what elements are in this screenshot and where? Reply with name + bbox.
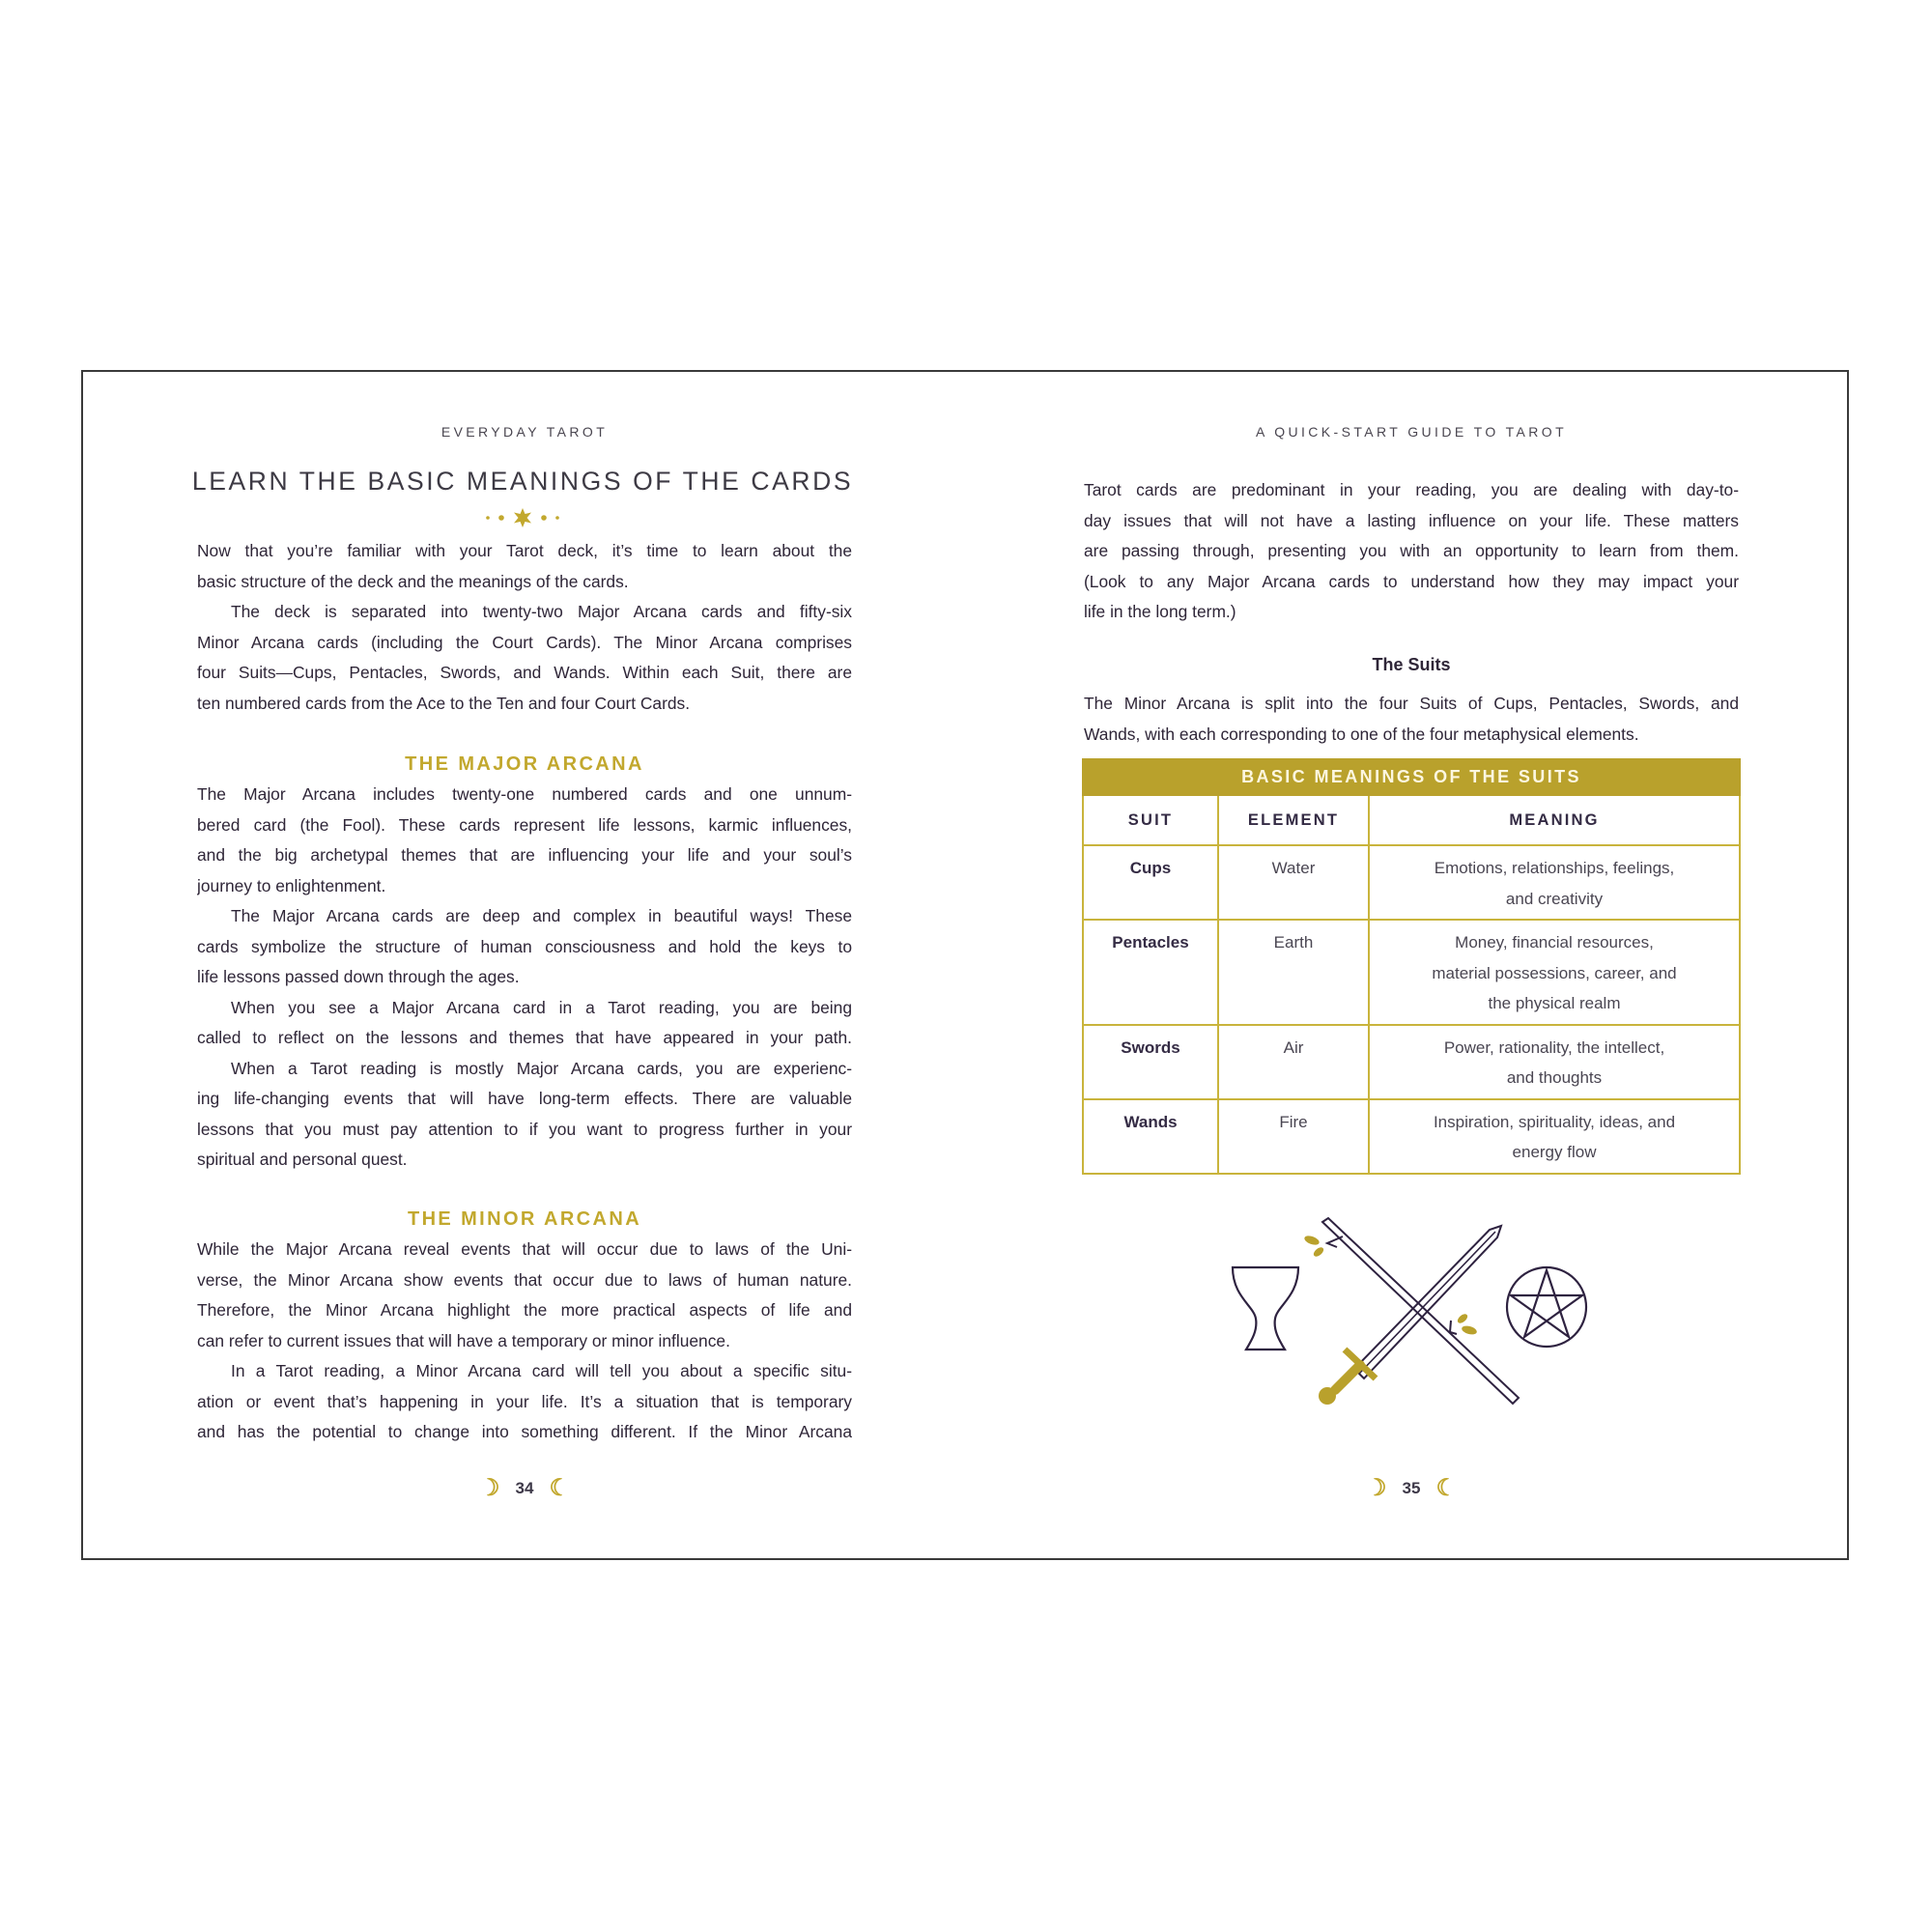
text-line: basic structure of the deck and the meanings of the cards. <box>197 571 629 591</box>
text-line: life lessons passed down through the ages. <box>197 967 520 986</box>
meaning-line: the physical realm <box>1488 994 1621 1012</box>
text-line: (Look to any Major Arcana cards to understand how they may impact your <box>1084 571 1739 591</box>
column-header-element: ELEMENT <box>1218 795 1369 845</box>
table-row <box>1083 1099 1740 1174</box>
major-arcana-paragraph <box>197 780 852 1176</box>
major-arcana-heading: THE MAJOR ARCANA <box>405 753 644 775</box>
page-number-text: 34 <box>515 1478 534 1497</box>
crescent-moon-icon: ☾ <box>1435 1475 1457 1501</box>
text-line: When you see a Major Arcana card in a Tarot reading, you are being <box>231 997 852 1017</box>
meaning-line: Money, financial resources, <box>1455 933 1654 952</box>
crescent-moon-icon: ☾ <box>549 1475 570 1501</box>
meaning-line: material possessions, career, and <box>1432 963 1677 982</box>
text-line: cards symbolize the structure of human consciousness and hold the keys to <box>197 936 852 956</box>
meaning-cell <box>1369 1099 1740 1174</box>
text-line: spiritual and personal quest. <box>197 1150 408 1169</box>
element-cell: Fire <box>1218 1099 1369 1174</box>
meaning-line: Emotions, relationships, feelings, <box>1434 859 1675 877</box>
star-ornament-icon <box>474 507 571 528</box>
suit-cell: Pentacles <box>1083 920 1218 1025</box>
meaning-cell <box>1369 920 1740 1025</box>
column-header-suit: SUIT <box>1083 795 1218 845</box>
table-row <box>1083 1025 1740 1099</box>
meaning-line: and creativity <box>1505 889 1604 908</box>
text-line: Minor Arcana cards (including the Court Cards). The Minor Arcana comprises <box>197 632 852 652</box>
text-line: can refer to current issues that will have a temporary or minor influence. <box>197 1330 730 1350</box>
table-title: BASIC MEANINGS OF THE SUITS <box>1083 759 1740 795</box>
text-line: Wands, with each corresponding to one of the four metaphysical elements. <box>1084 724 1639 744</box>
pentacle-icon <box>1507 1267 1586 1347</box>
intro-paragraph <box>197 536 852 719</box>
table-row <box>1083 920 1740 1025</box>
text-line: four Suits—Cups, Pentacles, Swords, and Wands. Within each Suit, there are <box>197 663 852 682</box>
book-spread <box>81 370 1849 1560</box>
suits-table <box>1082 758 1741 1175</box>
text-line: lessons that you must pay attention to if you want to progress further in your <box>197 1119 852 1139</box>
text-line: Now that you’re familiar with your Tarot deck, it’s time to learn about the <box>197 541 852 560</box>
minor-arcana-heading: THE MINOR ARCANA <box>407 1208 642 1230</box>
text-line: day issues that will not have a lasting influence on your life. These matters <box>1084 510 1739 530</box>
cup-icon <box>1233 1267 1298 1350</box>
meaning-cell <box>1369 845 1740 920</box>
text-line: Therefore, the Minor Arcana highlight the more practical aspects of life and <box>197 1300 852 1320</box>
right-running-head: A QUICK-START GUIDE TO TAROT <box>1255 424 1568 440</box>
page-number-text: 35 <box>1402 1478 1421 1497</box>
left-running-head: EVERYDAY TAROT <box>440 424 609 440</box>
text-line: called to reflect on the lessons and themes that have appeared in your path. <box>197 1028 852 1047</box>
text-line: ation or event that’s happening in your life. It’s a situation that is temporary <box>197 1391 852 1411</box>
text-line: The Minor Arcana is split into the four Suits of Cups, Pentacles, Swords, and <box>1084 694 1739 713</box>
text-line: The Major Arcana includes twenty-one numbered cards and one unnum- <box>197 784 852 804</box>
text-line: Tarot cards are predominant in your reading, you are dealing with day-to- <box>1084 480 1739 499</box>
left-page-number <box>428 1474 621 1502</box>
suit-cell: Swords <box>1083 1025 1218 1099</box>
sword-icon <box>1319 1226 1501 1405</box>
crescent-moon-icon: ☾ <box>1366 1475 1387 1501</box>
text-line: The Major Arcana cards are deep and complex in beautiful ways! These <box>231 906 852 925</box>
crescent-moon-icon: ☾ <box>479 1475 500 1501</box>
text-line: life in the long term.) <box>1084 602 1236 621</box>
text-line: While the Major Arcana reveal events that will occur due to laws of the Uni- <box>197 1239 852 1259</box>
text-line: ing life-changing events that will have long-term effects. There are valuable <box>197 1089 852 1108</box>
right-page-number <box>1315 1474 1508 1502</box>
suits-illustration <box>1219 1205 1625 1427</box>
text-line: journey to enlightenment. <box>197 875 386 895</box>
text-line: bered card (the Fool). These cards represent life lessons, karmic influences, <box>197 814 852 835</box>
suit-cell: Cups <box>1083 845 1218 920</box>
meaning-line: and thoughts <box>1506 1068 1603 1087</box>
table-row <box>1083 845 1740 920</box>
text-line: ten numbered cards from the Ace to the Ten and four Court Cards. <box>197 693 691 713</box>
text-line: verse, the Minor Arcana show events that occur due to laws of human nature. <box>197 1269 852 1290</box>
minor-arcana-paragraph <box>197 1235 852 1448</box>
element-cell: Earth <box>1218 920 1369 1025</box>
element-cell: Air <box>1218 1025 1369 1099</box>
meaning-line: energy flow <box>1512 1143 1597 1161</box>
page-title: LEARN THE BASIC MEANINGS OF THE CARDS <box>191 467 854 496</box>
suit-cell: Wands <box>1083 1099 1218 1174</box>
element-cell: Water <box>1218 845 1369 920</box>
text-line: In a Tarot reading, a Minor Arcana card will tell you about a specific situ- <box>231 1361 852 1380</box>
suits-paragraph <box>1084 689 1739 750</box>
column-header-meaning: MEANING <box>1369 795 1740 845</box>
text-line: The deck is separated into twenty-two Major Arcana cards and fifty-six <box>231 602 852 621</box>
meaning-line: Power, rationality, the intellect, <box>1443 1037 1665 1057</box>
continued-paragraph <box>1084 475 1739 628</box>
meaning-cell <box>1369 1025 1740 1099</box>
text-line: and has the potential to change into something different. If the Minor Arcana <box>197 1422 852 1441</box>
meaning-line: Inspiration, spirituality, ideas, and <box>1433 1112 1676 1131</box>
text-line: and the big archetypal themes that are influencing your life and your soul’s <box>197 845 852 865</box>
suits-heading: The Suits <box>1372 655 1451 674</box>
text-line: When a Tarot reading is mostly Major Arcana cards, you are experienc- <box>231 1058 852 1078</box>
text-line: are passing through, presenting you with an opportunity to learn from them. <box>1084 541 1739 560</box>
